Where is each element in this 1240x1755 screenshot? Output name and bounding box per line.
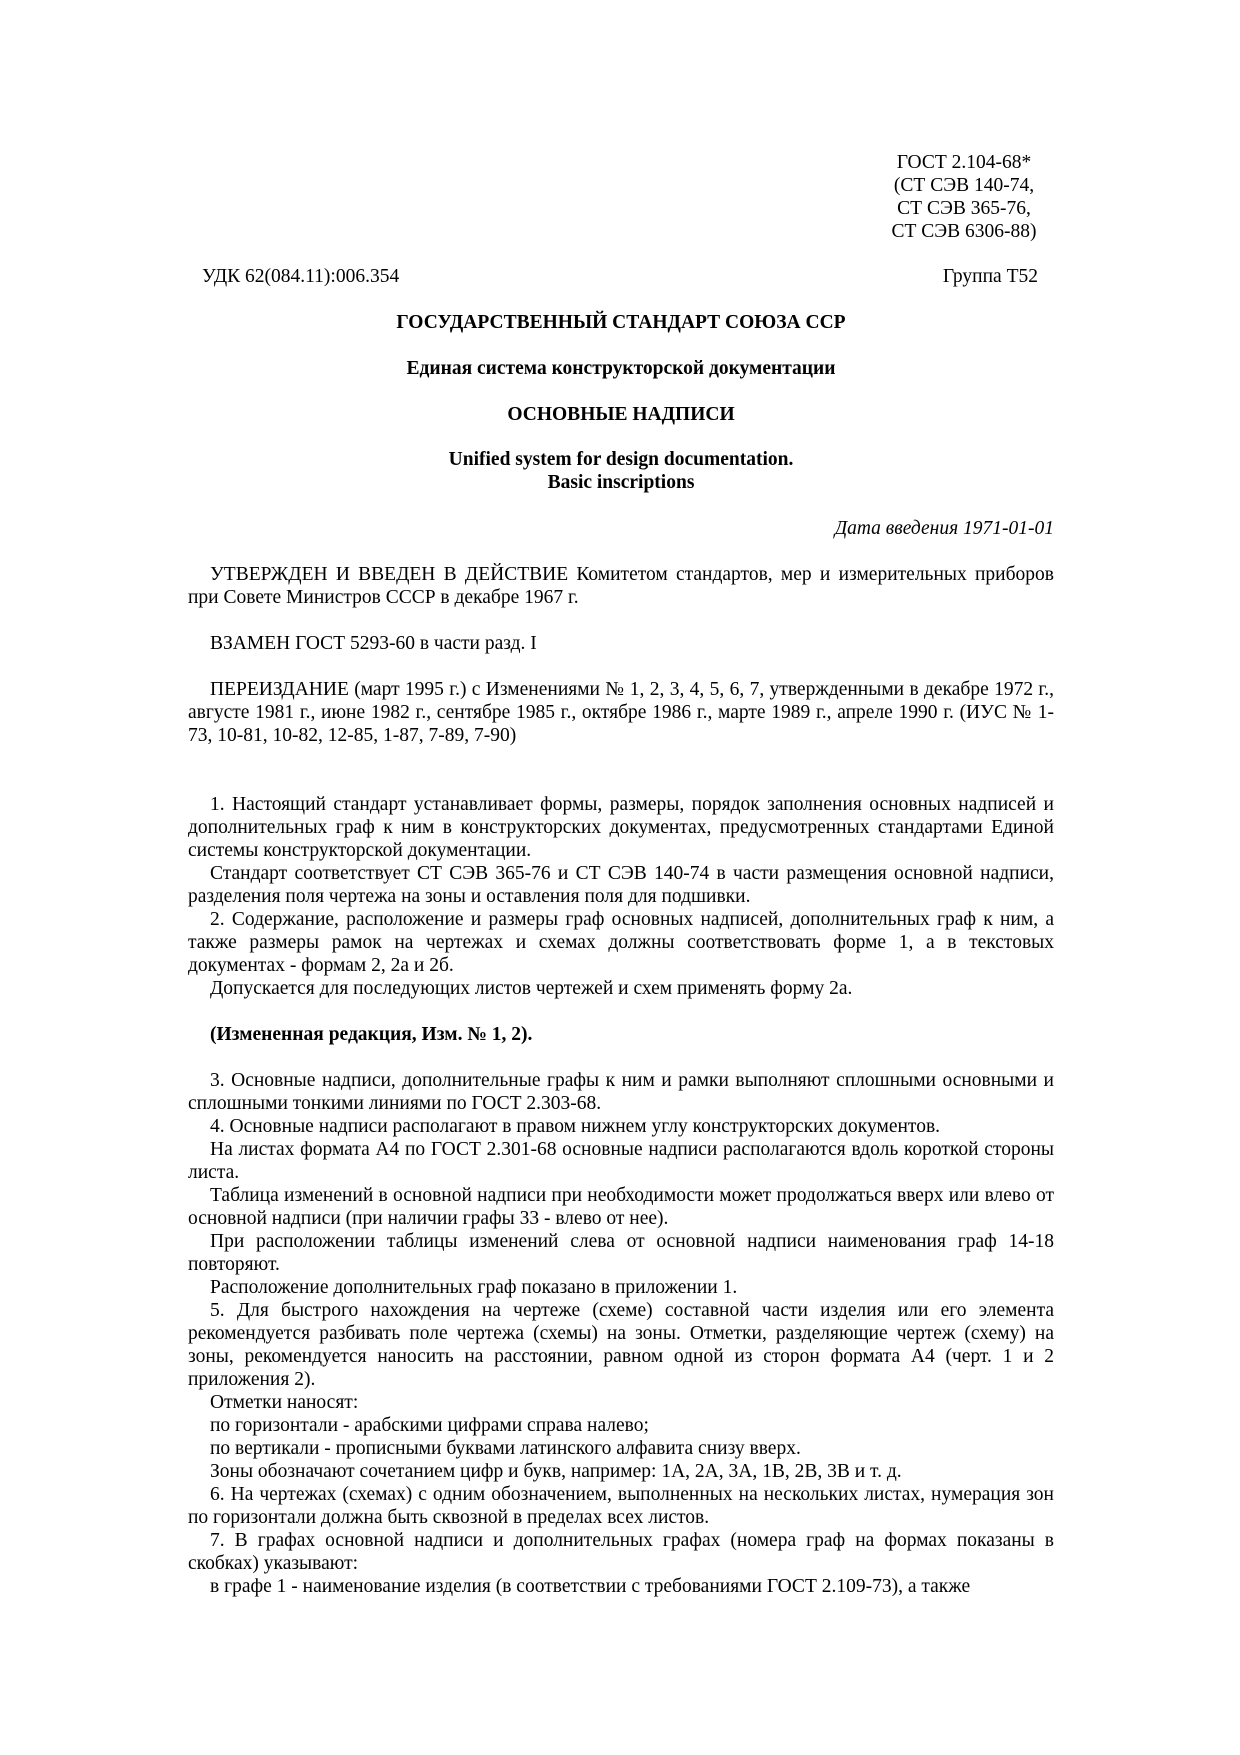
paragraph: При расположении таблицы изменений слева от основной надписи наименования граф 14-18 повторяют. — [188, 1231, 1054, 1275]
paragraph: 1. Настоящий стандарт устанавливает формы, размеры, порядок заполнения основных надписей и дополнительных граф к ним в конструкторских документах, предусмотренных стандартами Единой системы конструкторской документации. — [188, 794, 1054, 861]
paragraph: по вертикали - прописными буквами латинского алфавита снизу вверх. — [210, 1438, 801, 1459]
english-title — [188, 448, 1054, 494]
paragraph: 7. В графах основной надписи и дополнительных графах (номера граф на формах показаны в скобках) указывают: — [188, 1530, 1054, 1574]
standard-code-main: ГОСТ 2.104-68* — [896, 152, 1032, 173]
main-text — [188, 793, 1054, 1598]
system-title: Единая система конструкторской документации — [406, 358, 836, 379]
document-title: ОСНОВНЫЕ НАДПИСИ — [507, 404, 735, 425]
english-title-line-2: Basic inscriptions — [547, 472, 695, 493]
paragraph: 4. Основные надписи располагают в правом нижнем углу конструкторских документов. — [210, 1116, 941, 1137]
replacement-info — [188, 632, 1054, 655]
standard-code-cmea-2: СТ СЭВ 365-76, — [897, 198, 1031, 219]
paragraph: в графе 1 - наименование изделия (в соответствии с требованиями ГОСТ 2.109-73), а также — [210, 1576, 971, 1597]
paragraph: Зоны обозначают сочетанием цифр и букв, например: 1А, 2А, 3А, 1В, 2В, 3В и т. д. — [210, 1461, 902, 1482]
paragraph: по горизонтали - арабскими цифрами справа налево; — [210, 1415, 649, 1436]
approved-paragraph: УТВЕРЖДЕН И ВВЕДЕН В ДЕЙСТВИЕ Комитетом стандартов, мер и измерительных приборов при Совете Министров СССР в декабре 1967 г. — [188, 564, 1054, 608]
paragraph: Допускается для последующих листов чертежей и схем применять форму 2а. — [210, 978, 853, 999]
paragraph: Таблица изменений в основной надписи при необходимости может продолжаться вверх или влево от основной надписи (при наличии графы 33 - влево от нее). — [188, 1185, 1054, 1229]
state-standard-title: ГОСУДАРСТВЕННЫЙ СТАНДАРТ СОЮЗА ССР — [396, 312, 846, 333]
english-title-line-1: Unified system for design documentation. — [448, 449, 794, 470]
standard-code-cmea-3: СТ СЭВ 6306-88) — [891, 221, 1037, 242]
group-code: Группа Т52 — [942, 266, 1038, 287]
standard-codes — [874, 151, 1054, 243]
paragraph: На листах формата А4 по ГОСТ 2.301-68 основные надписи располагаются вдоль короткой стороны листа. — [188, 1139, 1054, 1183]
changed-edition-note: (Измененная редакция, Изм. № 1, 2). — [210, 1024, 533, 1045]
paragraph: 3. Основные надписи, дополнительные графы к ним и рамки выполняют сплошными основными и сплошными тонкими линиями по ГОСТ 2.303-68. — [188, 1070, 1054, 1114]
reissue-info — [188, 678, 1054, 747]
replaces-paragraph: ВЗАМЕН ГОСТ 5293-60 в части разд. I — [210, 633, 537, 654]
paragraph: 6. На чертежах (схемах) с одним обозначением, выполненных на нескольких листах, нумерация зон по горизонтали должна быть сквозной в пределах всех листов. — [188, 1484, 1054, 1528]
approval-info — [188, 563, 1054, 609]
paragraph: Расположение дополнительных граф показано в приложении 1. — [210, 1277, 738, 1298]
udk-code: УДК 62(084.11):006.354 — [202, 266, 400, 287]
paragraph: 5. Для быстрого нахождения на чертеже (схеме) составной части изделия или его элемента рекомендуется разбивать поле чертежа (схемы) на зоны. Отметки, разделяющие чертеж (схему) на зоны, рекомендуется наносить на расстоянии, равном одной из сторон формата А4 (черт. 1 и 2 приложения 2). — [188, 1300, 1054, 1390]
paragraph: Стандарт соответствует СТ СЭВ 365-76 и СТ СЭВ 140-74 в части размещения основной надписи, разделения поля чертежа на зоны и оставления поля для подшивки. — [188, 863, 1054, 907]
introduction-date: Дата введения 1971-01-01 — [834, 518, 1054, 539]
standard-code-cmea-1: (СТ СЭВ 140-74, — [893, 175, 1035, 196]
paragraph: Отметки наносят: — [210, 1392, 359, 1413]
paragraph: 2. Содержание, расположение и размеры граф основных надписей, дополнительных граф к ним, а также размеры рамок на чертежах и схемах должны соответствовать форме 1, а в текстовых документах - формам 2, 2а и 2б. — [188, 909, 1054, 976]
reissue-paragraph: ПЕРЕИЗДАНИЕ (март 1995 г.) с Изменениями № 1, 2, 3, 4, 5, 6, 7, утвержденными в декабре 1972 г., августе 1981 г., июне 1982 г., сентябре 1985 г., октябре 1986 г., марте 1989 г., апреле 1990 г. (ИУС № 1-73, 10-81, 10-82, 12-85, 1-87, 7-89, 7-90) — [188, 679, 1054, 746]
